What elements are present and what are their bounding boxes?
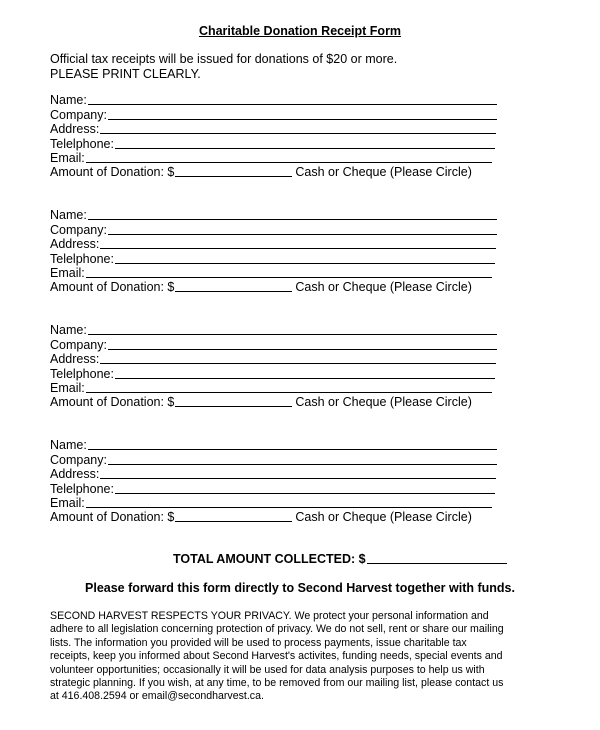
address-label: Address:: [50, 467, 100, 482]
donor-block-1: [50, 93, 502, 179]
email-row: [50, 496, 502, 510]
address-row: [50, 352, 502, 366]
telephone-label: Telelphone:: [50, 251, 114, 266]
name-field[interactable]: [88, 104, 497, 105]
total-amount-row: [173, 552, 507, 566]
email-label: Email:: [50, 495, 85, 510]
privacy-line: adhere to all legislation concerning protection of privacy. We do not sell, rent or share our mailing: [50, 623, 504, 636]
email-row: [50, 381, 502, 395]
privacy-statement: [50, 610, 550, 704]
name-label: Name:: [50, 208, 87, 223]
telephone-row: [50, 366, 502, 380]
name-field[interactable]: [88, 219, 497, 220]
forward-instructions: Please forward this form directly to Second Harvest together with funds.: [85, 581, 515, 595]
address-label: Address:: [50, 352, 100, 367]
telephone-field[interactable]: [115, 493, 495, 494]
form-intro: [50, 52, 397, 82]
telephone-row: [50, 251, 502, 265]
donor-block-3: [50, 323, 502, 409]
privacy-line: at 416.408.2594 or email@secondharvest.ca.: [50, 690, 264, 703]
company-label: Company:: [50, 337, 107, 352]
company-field[interactable]: [108, 119, 497, 120]
company-label: Company:: [50, 107, 107, 122]
name-label: Name:: [50, 323, 87, 338]
telephone-field[interactable]: [115, 263, 495, 264]
name-label: Name:: [50, 93, 87, 108]
amount-field[interactable]: [175, 406, 292, 407]
company-row: [50, 222, 502, 236]
company-field[interactable]: [108, 464, 497, 465]
amount-row: [50, 280, 502, 294]
amount-row: [50, 510, 502, 524]
telephone-field[interactable]: [115, 148, 495, 149]
telephone-row: [50, 136, 502, 150]
company-field[interactable]: [108, 349, 497, 350]
company-row: [50, 107, 502, 121]
address-field[interactable]: [100, 363, 496, 364]
amount-label: Amount of Donation: $: [50, 510, 175, 525]
amount-row: [50, 395, 502, 409]
total-amount-field[interactable]: [367, 563, 507, 564]
company-row: [50, 452, 502, 466]
address-field[interactable]: [100, 478, 496, 479]
payment-method-label: Cash or Cheque (Please Circle): [295, 165, 472, 180]
telephone-label: Telelphone:: [50, 481, 114, 496]
email-field[interactable]: [86, 507, 492, 508]
name-row: [50, 208, 502, 222]
amount-field[interactable]: [175, 291, 292, 292]
name-row: [50, 93, 502, 107]
address-label: Address:: [50, 237, 100, 252]
amount-label: Amount of Donation: $: [50, 395, 175, 410]
email-field[interactable]: [86, 277, 492, 278]
intro-print-clearly: PLEASE PRINT CLEARLY.: [50, 67, 201, 81]
email-row: [50, 151, 502, 165]
privacy-line: SECOND HARVEST RESPECTS YOUR PRIVACY. We protect your personal information and: [50, 610, 489, 622]
email-field[interactable]: [86, 162, 492, 163]
company-row: [50, 337, 502, 351]
donor-block-4: [50, 438, 502, 524]
amount-row: [50, 165, 502, 179]
address-label: Address:: [50, 122, 100, 137]
amount-field[interactable]: [175, 176, 292, 177]
amount-label: Amount of Donation: $: [50, 165, 175, 180]
amount-label: Amount of Donation: $: [50, 280, 175, 295]
address-row: [50, 122, 502, 136]
email-field[interactable]: [86, 392, 492, 393]
privacy-line: lists. The information you provided will be used to process payments, issue charitable tax: [50, 636, 467, 649]
address-row: [50, 237, 502, 251]
donor-block-2: [50, 208, 502, 294]
telephone-label: Telelphone:: [50, 136, 114, 151]
name-field[interactable]: [88, 334, 497, 335]
privacy-line: receipts, keep you informed about Second Harvest's activites, funding needs, special events and: [50, 650, 503, 663]
company-label: Company:: [50, 452, 107, 467]
payment-method-label: Cash or Cheque (Please Circle): [295, 395, 472, 410]
payment-method-label: Cash or Cheque (Please Circle): [295, 280, 472, 295]
name-label: Name:: [50, 438, 87, 453]
email-label: Email:: [50, 150, 85, 165]
payment-method-label: Cash or Cheque (Please Circle): [295, 510, 472, 525]
address-row: [50, 467, 502, 481]
privacy-line: strategic planning. If you wish, at any time, to be removed from our mailing list, please contact us: [50, 677, 504, 690]
name-row: [50, 438, 502, 452]
address-field[interactable]: [100, 248, 496, 249]
total-amount-label: TOTAL AMOUNT COLLECTED: $: [173, 552, 366, 566]
privacy-line: volunteer opportunities; occasionally it will be used for data analysis purposes to help us with: [50, 663, 485, 676]
amount-field[interactable]: [175, 521, 292, 522]
telephone-row: [50, 481, 502, 495]
email-row: [50, 266, 502, 280]
name-row: [50, 323, 502, 337]
company-label: Company:: [50, 222, 107, 237]
name-field[interactable]: [88, 449, 497, 450]
telephone-field[interactable]: [115, 378, 495, 379]
email-label: Email:: [50, 380, 85, 395]
telephone-label: Telelphone:: [50, 366, 114, 381]
intro-tax-receipt-note: Official tax receipts will be issued for donations of $20 or more.: [50, 52, 398, 66]
form-title: Charitable Donation Receipt Form: [198, 24, 402, 38]
address-field[interactable]: [100, 133, 496, 134]
email-label: Email:: [50, 265, 85, 280]
company-field[interactable]: [108, 234, 497, 235]
